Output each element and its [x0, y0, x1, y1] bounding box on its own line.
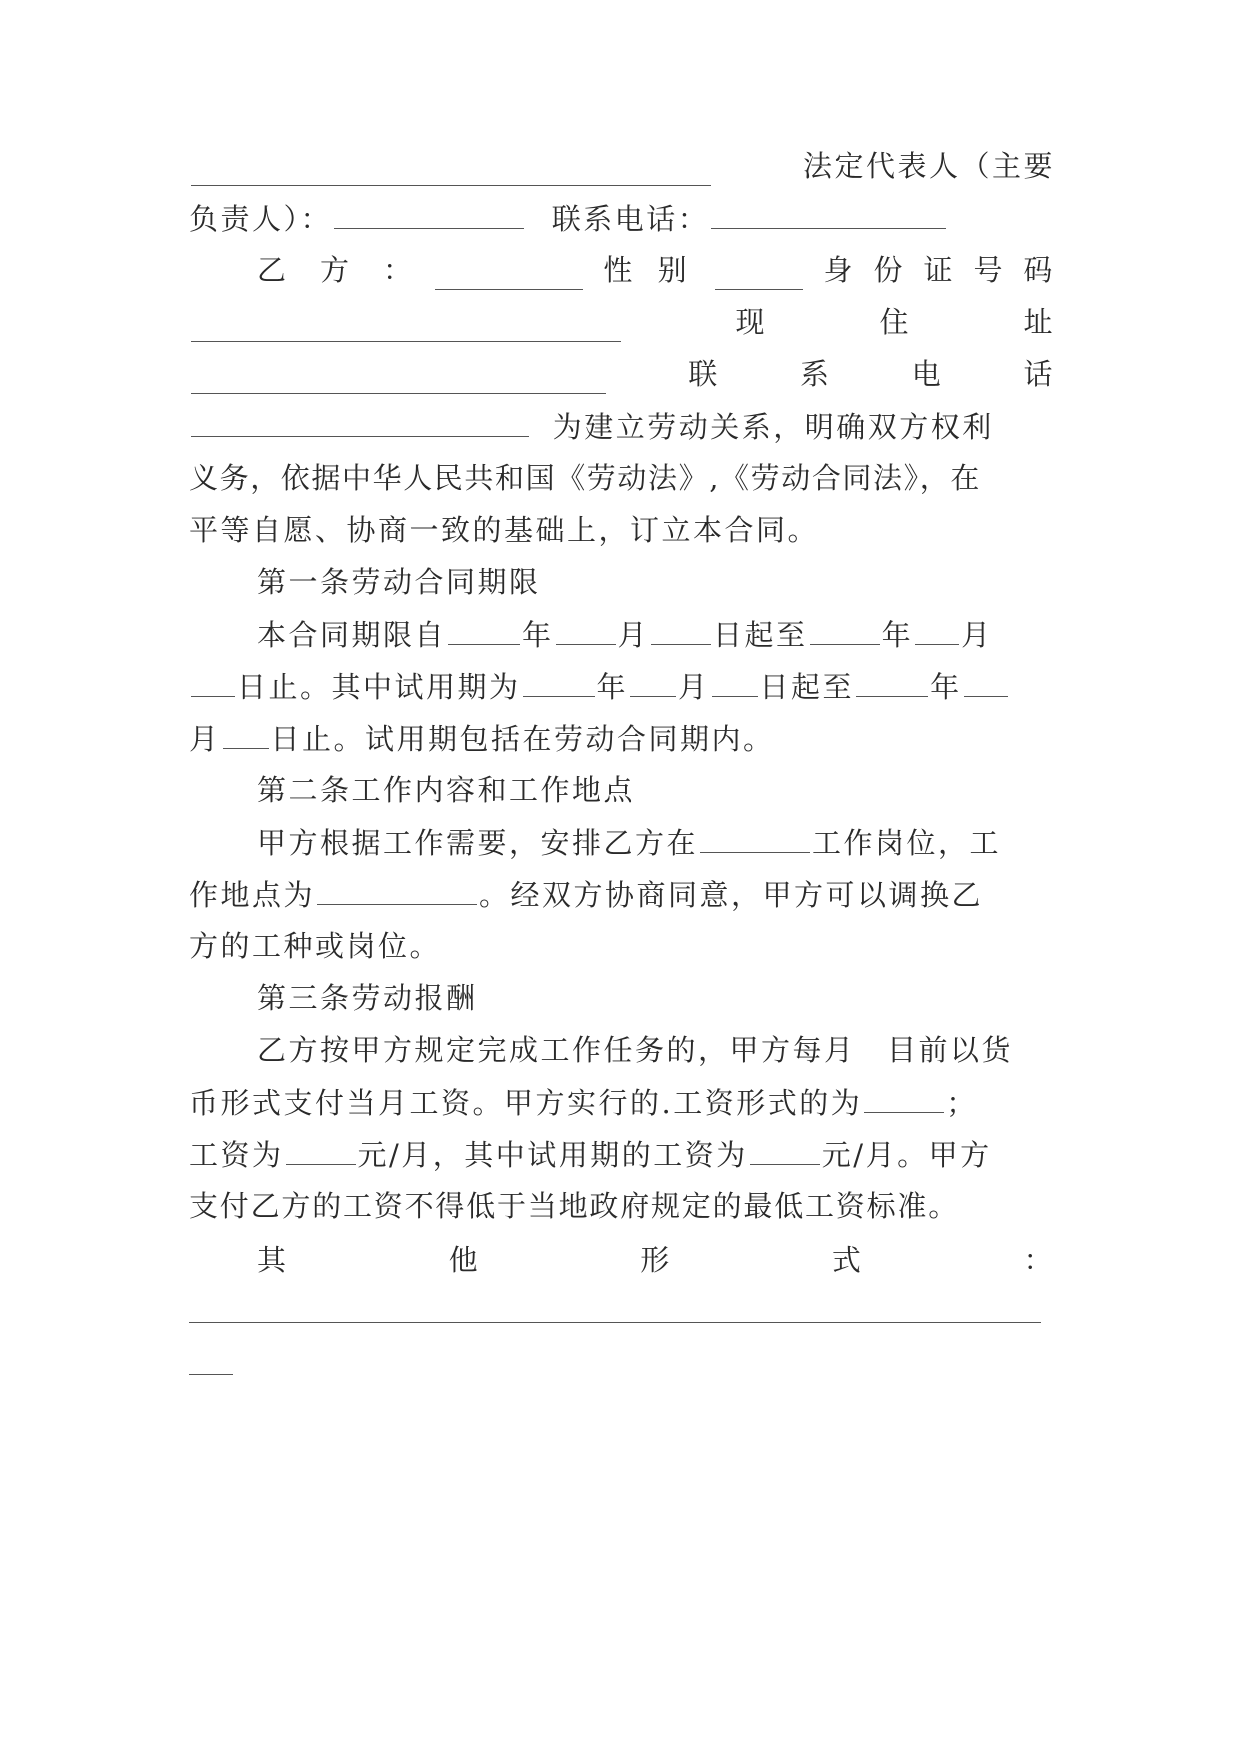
rep-blank — [334, 198, 524, 229]
probation-wage-label: 元/月，其中试用期的工资为 — [357, 1138, 748, 1172]
article3-line-4: 支付乙方的工资不得低于当地政府规定的最低工资标准。 — [189, 1189, 960, 1223]
probation-start-year-blank — [523, 666, 595, 697]
party-a-contact-line — [189, 198, 1055, 238]
id-label-2: 份 — [873, 253, 906, 287]
article2-line-1 — [257, 822, 1055, 862]
to-label: 日起至 — [759, 670, 855, 704]
rep-label-cont: 负责人）： — [189, 202, 333, 236]
semicolon: ； — [946, 1086, 978, 1120]
end-day-blank — [191, 666, 235, 697]
probation-end-month-blank — [964, 666, 1008, 697]
intro-line-2: 义务，依据中华人民共和国《劳动法》,《劳动合同法》，在 — [189, 461, 981, 495]
year-label: 年 — [930, 670, 962, 704]
article2-title: 第二条工作内容和工作地点 — [257, 773, 636, 807]
month-label: 月 — [678, 670, 710, 704]
address-label-1: 现 — [735, 305, 767, 339]
article1-line-2 — [189, 666, 1055, 706]
article3-title: 第三条劳动报酬 — [257, 981, 478, 1015]
address-blank — [191, 363, 606, 394]
article1-line-3 — [189, 718, 1055, 758]
probation-end-day-blank — [223, 718, 269, 749]
year-label: 年 — [522, 618, 554, 652]
wage-form-text: 币形式支付当月工资。甲方实行的.工资形式的为 — [189, 1086, 863, 1120]
other-forms-blank-line-1 — [189, 1292, 1055, 1332]
wage-blank — [286, 1134, 356, 1165]
start-year-blank — [448, 614, 520, 645]
gender-blank — [715, 259, 803, 290]
party-b-label: 乙 方 ： — [257, 253, 415, 287]
wage-unit-tail: 元/月。甲方 — [821, 1138, 992, 1172]
year-label: 年 — [596, 670, 629, 704]
address-line — [189, 302, 1055, 342]
article2-line-3: 方的工种或岗位。 — [189, 929, 442, 963]
position-text: 甲方根据工作需要，安排乙方在 — [257, 826, 699, 860]
workplace-blank — [317, 874, 477, 905]
start-day-blank — [651, 614, 711, 645]
party-a-phone-label: 联系电话： — [551, 202, 710, 236]
other-forms-blank-tail — [189, 1344, 233, 1375]
intro-line-1 — [189, 406, 1055, 446]
id-label-1: 身 — [823, 253, 856, 287]
term-from-label: 本合同期限自 — [257, 618, 447, 652]
month-label: 月 — [961, 618, 993, 652]
party-a-rep-line — [189, 146, 1055, 186]
workplace-label: 作地点为 — [189, 878, 316, 912]
probation-wage-blank — [750, 1134, 820, 1165]
workplace-text-tail: 。经双方协商同意，甲方可以调换乙 — [479, 878, 984, 912]
end-month-blank — [915, 614, 959, 645]
end-year-blank — [810, 614, 880, 645]
id-label-5: 码 — [1023, 253, 1055, 287]
party-b-name-blank — [435, 259, 583, 290]
id-label-3: 证 — [923, 253, 955, 287]
probation-end-year-blank — [856, 666, 928, 697]
intro-line-3: 平等自愿、协商一致的基础上，订立本合同。 — [189, 513, 820, 547]
article1-line-1 — [257, 614, 1055, 654]
party-b-phone-line — [189, 354, 1055, 394]
other-label-1: 其 — [257, 1243, 289, 1277]
article2-line-2 — [189, 874, 1055, 914]
article3-line-1: 乙方按甲方规定完成工作任务的，甲方每月 目前以货 — [257, 1033, 1014, 1067]
party-b-phone-label-2: 系 — [799, 357, 832, 391]
article3-line-3 — [189, 1134, 1055, 1174]
year-label: 年 — [881, 618, 914, 652]
probation-label: 日止。其中试用期为 — [237, 670, 521, 704]
to-label: 日起至 — [713, 618, 808, 652]
month-label: 月 — [189, 722, 221, 756]
other-forms-blank — [189, 1292, 1041, 1323]
party-b-phone-label-1: 联 — [688, 357, 720, 391]
party-a-name-blank — [191, 155, 711, 186]
other-forms-line — [257, 1240, 1055, 1280]
party-b-phone-blank — [191, 406, 529, 437]
probation-start-month-blank — [630, 666, 676, 697]
party-b-phone-label-3: 电 — [911, 357, 944, 391]
party-a-phone-blank — [711, 198, 946, 229]
wage-label: 工资为 — [189, 1138, 284, 1172]
start-month-blank — [556, 614, 616, 645]
position-text-tail: 工作岗位，工 — [812, 826, 1002, 860]
party-b-line — [257, 250, 1055, 290]
party-b-phone-label-4: 话 — [1023, 357, 1055, 391]
other-label-5: ： — [1023, 1243, 1055, 1277]
gender-label: 性 别 — [603, 253, 695, 287]
position-blank — [700, 822, 810, 853]
article1-title: 第一条劳动合同期限 — [257, 565, 541, 599]
month-label: 月 — [617, 618, 650, 652]
id-label-4: 号 — [973, 253, 1005, 287]
other-label-2: 他 — [448, 1243, 481, 1277]
rep-label: 法定代表人（主要 — [802, 149, 1055, 183]
wage-form-blank — [864, 1082, 944, 1113]
other-forms-blank-line-2 — [189, 1344, 1055, 1384]
address-label-2: 住 — [879, 305, 911, 339]
probation-note: 日止。试用期包括在劳动合同期内。 — [270, 722, 775, 756]
other-label-3: 形 — [640, 1243, 672, 1277]
other-label-4: 式 — [831, 1243, 864, 1277]
address-label-3: 址 — [1023, 305, 1055, 339]
article3-line-2 — [189, 1082, 1055, 1122]
intro-text-1: 为建立劳动关系，明确双方权利 — [552, 410, 994, 444]
id-number-blank — [191, 311, 621, 342]
probation-start-day-blank — [712, 666, 758, 697]
